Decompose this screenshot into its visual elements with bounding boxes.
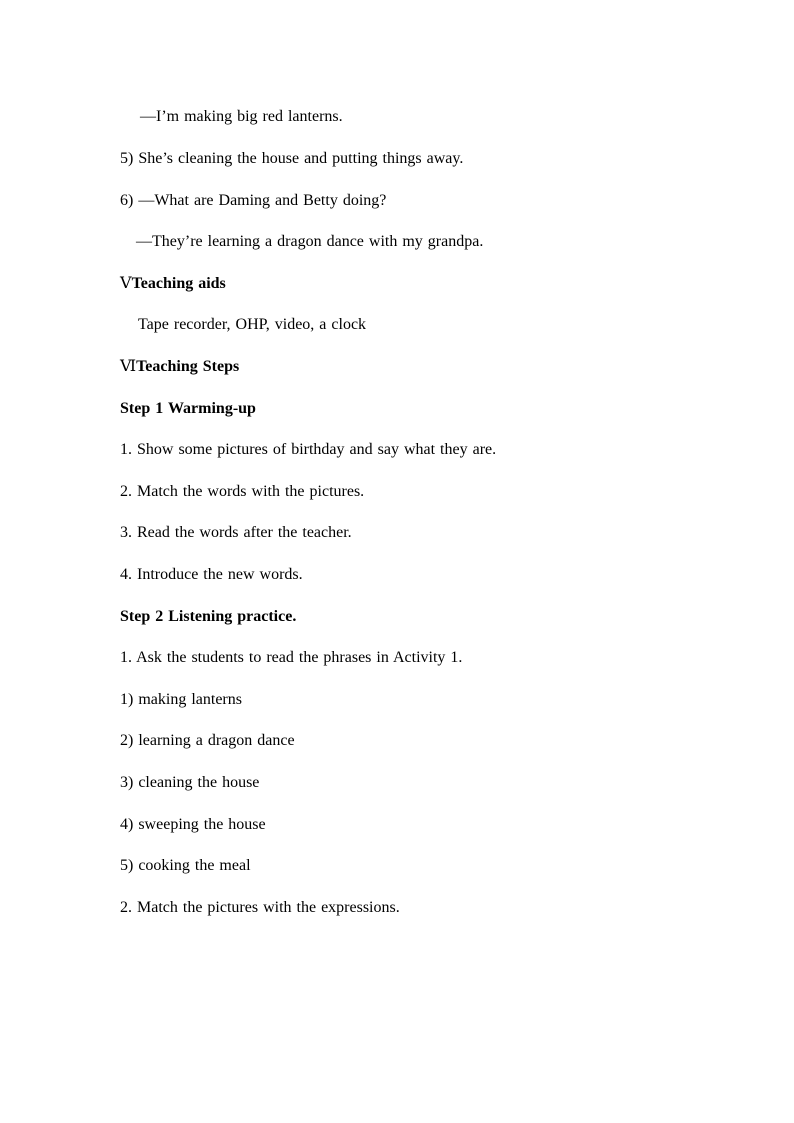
section-heading-teaching-aids bbox=[120, 274, 226, 294]
section-heading-teaching-steps bbox=[120, 357, 239, 377]
step-2-heading: Step 2 Listening practice. bbox=[120, 608, 297, 625]
step-1-heading: Step 1 Warming-up bbox=[120, 400, 256, 417]
step-1-item-3: 3. Read the words after the teacher. bbox=[120, 524, 352, 541]
step-1-item-2: 2. Match the words with the pictures. bbox=[120, 483, 365, 500]
step-2-item-1: 1. Ask the students to read the phrases in Activity 1. bbox=[120, 649, 463, 666]
sentence-6-question: 6) —What are Daming and Betty doing? bbox=[120, 192, 387, 209]
dialogue-answer-lanterns: —I’m making big red lanterns. bbox=[140, 108, 343, 125]
section-numeral: Ⅴ bbox=[120, 275, 132, 292]
phrase-1: 1) making lanterns bbox=[120, 691, 242, 708]
phrase-5: 5) cooking the meal bbox=[120, 857, 251, 874]
sentence-5: 5) She’s cleaning the house and putting things away. bbox=[120, 150, 464, 167]
step-2-item-2: 2. Match the pictures with the expressions. bbox=[120, 899, 400, 916]
step-1-item-1: 1. Show some pictures of birthday and say what they are. bbox=[120, 441, 497, 458]
section-numeral: Ⅵ bbox=[120, 358, 137, 375]
phrase-2: 2) learning a dragon dance bbox=[120, 732, 295, 749]
section-title: Teaching aids bbox=[131, 275, 226, 292]
teaching-aids-list: Tape recorder, OHP, video, a clock bbox=[138, 316, 367, 333]
step-1-item-4: 4. Introduce the new words. bbox=[120, 566, 303, 583]
phrase-4: 4) sweeping the house bbox=[120, 816, 266, 833]
phrase-3: 3) cleaning the house bbox=[120, 774, 260, 791]
sentence-6-answer: —They’re learning a dragon dance with my grandpa. bbox=[136, 233, 484, 250]
section-title: Teaching Steps bbox=[136, 358, 240, 375]
